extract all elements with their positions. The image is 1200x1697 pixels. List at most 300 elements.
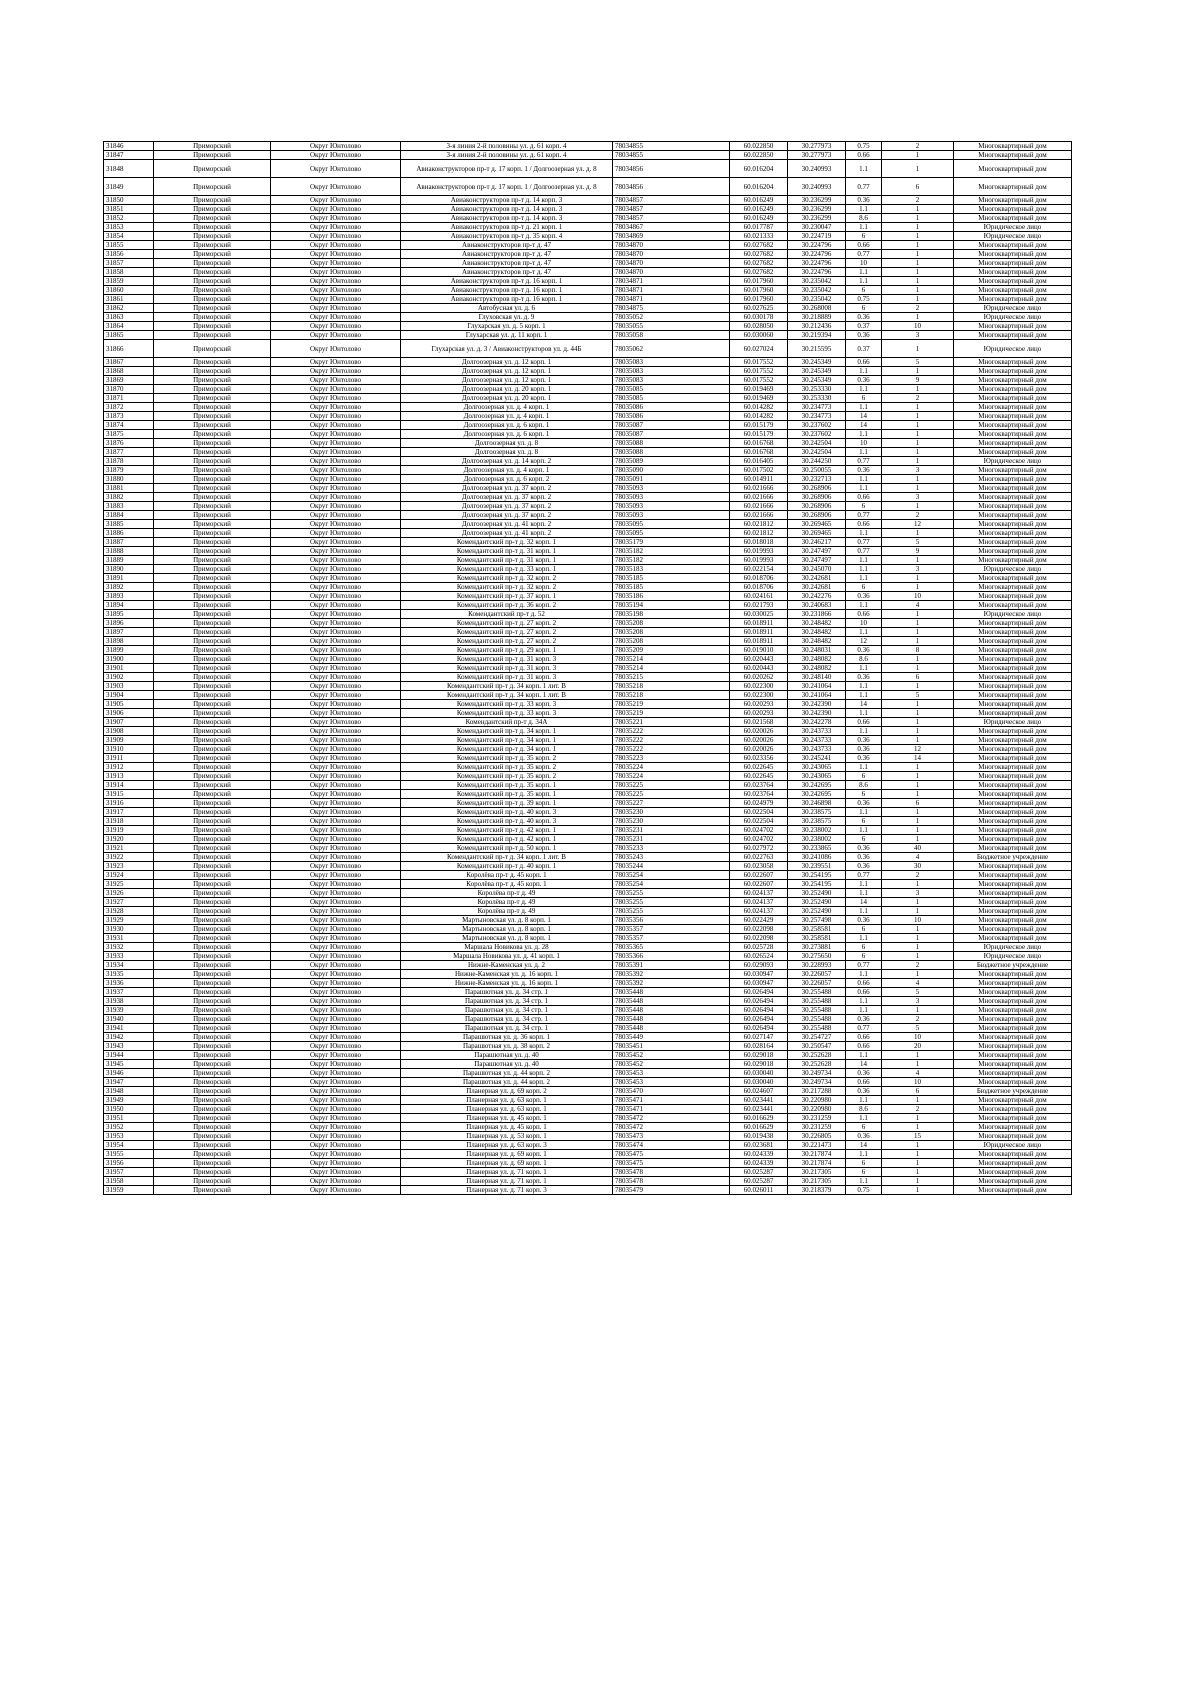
- cell-address-code: 78034871: [613, 286, 730, 295]
- cell-longitude: 30.248031: [788, 646, 846, 655]
- cell-row-number: 31902: [104, 673, 154, 682]
- cell-owner-type: Многоквартирный дом: [954, 394, 1072, 403]
- cell-owner-type: Многоквартирный дом: [954, 376, 1072, 385]
- cell-latitude: 60.022300: [730, 682, 788, 691]
- cell-container-volume: 14: [846, 1141, 882, 1150]
- table-row: [104, 1033, 1072, 1042]
- cell-owner-type: Многоквартирный дом: [954, 1186, 1072, 1195]
- cell-row-number: 31854: [104, 232, 154, 241]
- cell-container-count: 3: [882, 493, 954, 502]
- cell-owner-type: Многоквартирный дом: [954, 844, 1072, 853]
- table-row: [104, 556, 1072, 565]
- cell-district: Приморский: [154, 484, 271, 493]
- cell-row-number: 31938: [104, 997, 154, 1006]
- cell-address: Комендантский пр-т д. 34А: [401, 718, 613, 727]
- table-row: [104, 430, 1072, 439]
- cell-district: Приморский: [154, 196, 271, 205]
- cell-district: Приморский: [154, 556, 271, 565]
- cell-latitude: 60.026494: [730, 997, 788, 1006]
- cell-address-code: 78035185: [613, 574, 730, 583]
- table-row: [104, 277, 1072, 286]
- cell-latitude: 60.024702: [730, 826, 788, 835]
- cell-container-count: 2: [882, 394, 954, 403]
- cell-district: Приморский: [154, 511, 271, 520]
- cell-municipal-district: Округ Юнтолово: [271, 313, 401, 322]
- cell-container-volume: 1.1: [846, 727, 882, 736]
- cell-latitude: 60.022645: [730, 772, 788, 781]
- cell-latitude: 60.018706: [730, 574, 788, 583]
- cell-container-count: 4: [882, 979, 954, 988]
- cell-latitude: 60.024137: [730, 898, 788, 907]
- cell-address-code: 78034855: [613, 151, 730, 160]
- cell-container-volume: 0.77: [846, 538, 882, 547]
- cell-municipal-district: Округ Юнтолово: [271, 358, 401, 367]
- cell-district: Приморский: [154, 1105, 271, 1114]
- cell-container-volume: 0.36: [846, 1087, 882, 1096]
- cell-row-number: 31860: [104, 286, 154, 295]
- cell-address-code: 78035090: [613, 466, 730, 475]
- table-row: [104, 502, 1072, 511]
- table-row: [104, 1015, 1072, 1024]
- cell-address: Долгоозерная ул. д. 8: [401, 448, 613, 457]
- cell-municipal-district: Округ Юнтолово: [271, 862, 401, 871]
- cell-row-number: 31853: [104, 223, 154, 232]
- table-row: [104, 178, 1072, 196]
- cell-address: Нижне-Каменская ул. д. 2: [401, 961, 613, 970]
- table-row: [104, 1096, 1072, 1105]
- cell-container-volume: 0.36: [846, 376, 882, 385]
- cell-row-number: 31846: [104, 142, 154, 151]
- cell-address: Авиаконструкторов пр-т д. 14 корп. 3: [401, 205, 613, 214]
- cell-address: Долгоозерная ул. д. 20 корп. 1: [401, 394, 613, 403]
- cell-owner-type: Многоквартирный дом: [954, 268, 1072, 277]
- cell-owner-type: Многоквартирный дом: [954, 997, 1072, 1006]
- cell-longitude: 30.248082: [788, 664, 846, 673]
- cell-district: Приморский: [154, 367, 271, 376]
- cell-address-code: 78035365: [613, 943, 730, 952]
- cell-latitude: 60.023681: [730, 1141, 788, 1150]
- cell-container-count: 1: [882, 286, 954, 295]
- cell-owner-type: Многоквартирный дом: [954, 799, 1072, 808]
- cell-address-code: 78035474: [613, 1141, 730, 1150]
- cell-container-volume: 0.75: [846, 295, 882, 304]
- cell-container-count: 1: [882, 484, 954, 493]
- cell-row-number: 31861: [104, 295, 154, 304]
- cell-container-count: 20: [882, 1042, 954, 1051]
- cell-container-volume: 1.1: [846, 826, 882, 835]
- cell-district: Приморский: [154, 223, 271, 232]
- cell-address-code: 78035093: [613, 511, 730, 520]
- cell-district: Приморский: [154, 205, 271, 214]
- cell-container-count: 1: [882, 628, 954, 637]
- cell-owner-type: Многоквартирный дом: [954, 214, 1072, 223]
- cell-district: Приморский: [154, 736, 271, 745]
- cell-address-code: 78035215: [613, 673, 730, 682]
- cell-municipal-district: Округ Юнтолово: [271, 1132, 401, 1141]
- table-row: [104, 790, 1072, 799]
- cell-municipal-district: Округ Юнтолово: [271, 736, 401, 745]
- cell-latitude: 60.022098: [730, 934, 788, 943]
- table-row: [104, 250, 1072, 259]
- cell-owner-type: Юридическое лицо: [954, 232, 1072, 241]
- cell-container-volume: 8.6: [846, 214, 882, 223]
- cell-row-number: 31920: [104, 835, 154, 844]
- cell-district: Приморский: [154, 1150, 271, 1159]
- cell-owner-type: Многоквартирный дом: [954, 880, 1072, 889]
- cell-address-code: 78035218: [613, 691, 730, 700]
- cell-address-code: 78035244: [613, 862, 730, 871]
- cell-container-volume: 1.1: [846, 529, 882, 538]
- cell-district: Приморский: [154, 1051, 271, 1060]
- table-row: [104, 799, 1072, 808]
- cell-owner-type: Юридическое лицо: [954, 565, 1072, 574]
- cell-owner-type: Многоквартирный дом: [954, 583, 1072, 592]
- cell-row-number: 31942: [104, 1033, 154, 1042]
- table-row: [104, 970, 1072, 979]
- table-row: [104, 691, 1072, 700]
- cell-address: Нижне-Каменская ул. д. 16 корп. 1: [401, 979, 613, 988]
- cell-address-code: 78035055: [613, 322, 730, 331]
- cell-address-code: 78035083: [613, 367, 730, 376]
- table-row: [104, 1105, 1072, 1114]
- cell-container-count: 10: [882, 916, 954, 925]
- table-row: [104, 385, 1072, 394]
- cell-owner-type: Многоквартирный дом: [954, 286, 1072, 295]
- cell-longitude: 30.234773: [788, 403, 846, 412]
- cell-container-count: 1: [882, 718, 954, 727]
- table-row: [104, 1006, 1072, 1015]
- cell-container-volume: 1.1: [846, 997, 882, 1006]
- cell-address-code: 78035093: [613, 502, 730, 511]
- cell-municipal-district: Округ Юнтолово: [271, 466, 401, 475]
- cell-address: Королёва пр-т д. 49: [401, 889, 613, 898]
- cell-latitude: 60.023356: [730, 754, 788, 763]
- cell-row-number: 31954: [104, 1141, 154, 1150]
- cell-owner-type: Многоквартирный дом: [954, 511, 1072, 520]
- cell-municipal-district: Округ Юнтолово: [271, 988, 401, 997]
- cell-municipal-district: Округ Юнтолово: [271, 556, 401, 565]
- cell-address-code: 78035222: [613, 736, 730, 745]
- cell-container-count: 1: [882, 637, 954, 646]
- cell-container-volume: 1.1: [846, 1177, 882, 1186]
- cell-container-volume: 1.1: [846, 403, 882, 412]
- table-row: [104, 475, 1072, 484]
- cell-container-volume: 0.36: [846, 736, 882, 745]
- cell-container-count: 1: [882, 898, 954, 907]
- cell-row-number: 31929: [104, 916, 154, 925]
- cell-address: Комендантский пр-т д. 33 корп. 3: [401, 700, 613, 709]
- table-row: [104, 1069, 1072, 1078]
- table-row: [104, 484, 1072, 493]
- cell-container-count: 1: [882, 502, 954, 511]
- cell-longitude: 30.277973: [788, 142, 846, 151]
- cell-container-count: 1: [882, 268, 954, 277]
- cell-district: Приморский: [154, 241, 271, 250]
- cell-longitude: 30.248482: [788, 628, 846, 637]
- cell-district: Приморский: [154, 898, 271, 907]
- cell-owner-type: Многоквартирный дом: [954, 682, 1072, 691]
- cell-container-volume: 6: [846, 1123, 882, 1132]
- cell-longitude: 30.268906: [788, 511, 846, 520]
- table-row: [104, 1078, 1072, 1087]
- cell-district: Приморский: [154, 979, 271, 988]
- cell-container-count: 1: [882, 682, 954, 691]
- cell-container-count: 1: [882, 412, 954, 421]
- cell-address: Комендантский пр-т д. 27 корп. 2: [401, 628, 613, 637]
- cell-address: Глухарская ул. д. 3 / Авиаконструкторов ул. д. 44Б: [401, 340, 613, 358]
- cell-latitude: 60.016249: [730, 205, 788, 214]
- cell-row-number: 31869: [104, 376, 154, 385]
- cell-municipal-district: Округ Юнтолово: [271, 457, 401, 466]
- cell-container-count: 5: [882, 988, 954, 997]
- cell-row-number: 31932: [104, 943, 154, 952]
- cell-district: Приморский: [154, 1123, 271, 1132]
- cell-longitude: 30.235042: [788, 295, 846, 304]
- cell-owner-type: Многоквартирный дом: [954, 664, 1072, 673]
- cell-longitude: 30.255488: [788, 1024, 846, 1033]
- cell-latitude: 60.018911: [730, 628, 788, 637]
- cell-municipal-district: Округ Юнтолово: [271, 709, 401, 718]
- cell-municipal-district: Округ Юнтолово: [271, 1060, 401, 1069]
- cell-municipal-district: Округ Юнтолово: [271, 610, 401, 619]
- cell-longitude: 30.218379: [788, 1186, 846, 1195]
- cell-container-volume: 6: [846, 952, 882, 961]
- cell-owner-type: Многоквартирный дом: [954, 1042, 1072, 1051]
- cell-row-number: 31915: [104, 790, 154, 799]
- cell-address-code: 78035473: [613, 1132, 730, 1141]
- cell-address: Авиаконструкторов пр-т д. 21 корп. 1: [401, 223, 613, 232]
- cell-row-number: 31923: [104, 862, 154, 871]
- cell-district: Приморский: [154, 790, 271, 799]
- cell-row-number: 31907: [104, 718, 154, 727]
- cell-address: Комендантский пр-т д. 29 корп. 1: [401, 646, 613, 655]
- cell-municipal-district: Округ Юнтолово: [271, 907, 401, 916]
- cell-district: Приморский: [154, 529, 271, 538]
- cell-address-code: 78035087: [613, 421, 730, 430]
- cell-address-code: 78035254: [613, 871, 730, 880]
- cell-latitude: 60.027682: [730, 241, 788, 250]
- cell-latitude: 60.029093: [730, 961, 788, 970]
- cell-address-code: 78035208: [613, 619, 730, 628]
- cell-latitude: 60.018911: [730, 637, 788, 646]
- cell-longitude: 30.245241: [788, 754, 846, 763]
- cell-district: Приморский: [154, 943, 271, 952]
- cell-longitude: 30.255488: [788, 1015, 846, 1024]
- cell-owner-type: Многоквартирный дом: [954, 1006, 1072, 1015]
- cell-municipal-district: Округ Юнтолово: [271, 718, 401, 727]
- cell-longitude: 30.241086: [788, 853, 846, 862]
- cell-municipal-district: Округ Юнтолово: [271, 772, 401, 781]
- cell-address-code: 78035392: [613, 979, 730, 988]
- cell-district: Приморский: [154, 439, 271, 448]
- cell-container-volume: 14: [846, 421, 882, 430]
- cell-address-code: 78035088: [613, 439, 730, 448]
- cell-latitude: 60.030947: [730, 970, 788, 979]
- cell-address: Парашютная ул. д. 36 корп. 1: [401, 1033, 613, 1042]
- cell-address: Авиаконструкторов пр-т д. 14 корп. 3: [401, 214, 613, 223]
- cell-address: Долгоозерная ул. д. 12 корп. 1: [401, 376, 613, 385]
- cell-latitude: 60.030040: [730, 1069, 788, 1078]
- cell-municipal-district: Округ Юнтолово: [271, 529, 401, 538]
- cell-owner-type: Многоквартирный дом: [954, 700, 1072, 709]
- cell-owner-type: Многоквартирный дом: [954, 160, 1072, 178]
- cell-container-count: 1: [882, 430, 954, 439]
- cell-row-number: 31848: [104, 160, 154, 178]
- cell-address-code: 78034870: [613, 250, 730, 259]
- cell-row-number: 31870: [104, 385, 154, 394]
- table-row: [104, 421, 1072, 430]
- cell-row-number: 31931: [104, 934, 154, 943]
- cell-row-number: 31926: [104, 889, 154, 898]
- cell-owner-type: Юридическое лицо: [954, 223, 1072, 232]
- cell-container-count: 1: [882, 151, 954, 160]
- cell-district: Приморский: [154, 466, 271, 475]
- cell-owner-type: Юридическое лицо: [954, 943, 1072, 952]
- cell-longitude: 30.255488: [788, 988, 846, 997]
- cell-row-number: 31884: [104, 511, 154, 520]
- cell-address: Авиаконструкторов пр-т д. 47: [401, 250, 613, 259]
- cell-row-number: 31933: [104, 952, 154, 961]
- cell-latitude: 60.019469: [730, 385, 788, 394]
- cell-owner-type: Многоквартирный дом: [954, 1114, 1072, 1123]
- cell-address-code: 78035479: [613, 1186, 730, 1195]
- cell-latitude: 60.024339: [730, 1159, 788, 1168]
- cell-district: Приморский: [154, 718, 271, 727]
- cell-address: Авиаконструкторов пр-т д. 17 корп. 1 / Долгоозерная ул. д. 8: [401, 178, 613, 196]
- cell-container-volume: 1.1: [846, 763, 882, 772]
- cell-district: Приморский: [154, 799, 271, 808]
- cell-district: Приморский: [154, 151, 271, 160]
- table-row: [104, 547, 1072, 556]
- cell-longitude: 30.247497: [788, 547, 846, 556]
- cell-district: Приморский: [154, 592, 271, 601]
- cell-container-volume: 0.36: [846, 916, 882, 925]
- table-row: [104, 1159, 1072, 1168]
- table-row: [104, 466, 1072, 475]
- cell-longitude: 30.254195: [788, 880, 846, 889]
- cell-container-count: 2: [882, 304, 954, 313]
- cell-municipal-district: Округ Юнтолово: [271, 493, 401, 502]
- cell-address: Комендантский пр-т д. 31 корп. 1: [401, 547, 613, 556]
- cell-owner-type: Многоквартирный дом: [954, 1033, 1072, 1042]
- cell-address-code: 78035086: [613, 403, 730, 412]
- cell-container-volume: 1.1: [846, 691, 882, 700]
- cell-longitude: 30.250547: [788, 1042, 846, 1051]
- cell-municipal-district: Округ Юнтолово: [271, 295, 401, 304]
- cell-container-count: 1: [882, 223, 954, 232]
- cell-row-number: 31956: [104, 1159, 154, 1168]
- cell-row-number: 31877: [104, 448, 154, 457]
- cell-district: Приморский: [154, 286, 271, 295]
- cell-municipal-district: Округ Юнтолово: [271, 637, 401, 646]
- cell-container-volume: 1.1: [846, 889, 882, 898]
- table-row: [104, 1132, 1072, 1141]
- cell-row-number: 31881: [104, 484, 154, 493]
- cell-district: Приморский: [154, 457, 271, 466]
- cell-owner-type: Многоквартирный дом: [954, 898, 1072, 907]
- table-row: [104, 988, 1072, 997]
- cell-container-volume: 6: [846, 1168, 882, 1177]
- cell-row-number: 31892: [104, 583, 154, 592]
- cell-municipal-district: Округ Юнтолово: [271, 682, 401, 691]
- cell-container-count: 1: [882, 475, 954, 484]
- cell-district: Приморский: [154, 664, 271, 673]
- cell-municipal-district: Округ Юнтолово: [271, 628, 401, 637]
- cell-longitude: 30.238575: [788, 808, 846, 817]
- cell-district: Приморский: [154, 628, 271, 637]
- table-row: [104, 538, 1072, 547]
- cell-row-number: 31917: [104, 808, 154, 817]
- cell-address-code: 78034875: [613, 304, 730, 313]
- cell-row-number: 31852: [104, 214, 154, 223]
- table-row: [104, 772, 1072, 781]
- cell-container-count: 1: [882, 1186, 954, 1195]
- cell-address: Авиаконструкторов пр-т д. 35 корп. 4: [401, 232, 613, 241]
- cell-latitude: 60.016249: [730, 214, 788, 223]
- cell-container-count: 14: [882, 754, 954, 763]
- cell-latitude: 60.019010: [730, 646, 788, 655]
- cell-address-code: 78035182: [613, 547, 730, 556]
- cell-container-volume: 1.1: [846, 709, 882, 718]
- cell-row-number: 31886: [104, 529, 154, 538]
- cell-longitude: 30.254195: [788, 871, 846, 880]
- cell-longitude: 30.231259: [788, 1114, 846, 1123]
- cell-municipal-district: Округ Юнтолово: [271, 565, 401, 574]
- cell-owner-type: Юридическое лицо: [954, 313, 1072, 322]
- cell-container-volume: 0.36: [846, 331, 882, 340]
- cell-container-volume: 1.1: [846, 934, 882, 943]
- cell-address-code: 78035227: [613, 799, 730, 808]
- cell-longitude: 30.243733: [788, 745, 846, 754]
- cell-municipal-district: Округ Юнтолово: [271, 241, 401, 250]
- cell-owner-type: Юридическое лицо: [954, 340, 1072, 358]
- cell-address: Авиаконструкторов пр-т д. 16 корп. 1: [401, 286, 613, 295]
- cell-row-number: 31930: [104, 925, 154, 934]
- cell-municipal-district: Округ Юнтолово: [271, 790, 401, 799]
- cell-row-number: 31937: [104, 988, 154, 997]
- cell-municipal-district: Округ Юнтолово: [271, 376, 401, 385]
- cell-container-count: 1: [882, 925, 954, 934]
- cell-owner-type: Многоквартирный дом: [954, 781, 1072, 790]
- table-row: [104, 511, 1072, 520]
- cell-owner-type: Многоквартирный дом: [954, 421, 1072, 430]
- cell-longitude: 30.226057: [788, 970, 846, 979]
- cell-address: Планерная ул. д. 71 корп. 1: [401, 1168, 613, 1177]
- table-row: [104, 934, 1072, 943]
- cell-district: Приморский: [154, 259, 271, 268]
- cell-longitude: 30.253330: [788, 394, 846, 403]
- table-row: [104, 1168, 1072, 1177]
- cell-address: Комендантский пр-т д. 35 корп. 2: [401, 763, 613, 772]
- table-row: [104, 331, 1072, 340]
- cell-container-volume: 14: [846, 412, 882, 421]
- cell-container-volume: 1.1: [846, 970, 882, 979]
- cell-municipal-district: Округ Юнтолово: [271, 781, 401, 790]
- cell-municipal-district: Округ Юнтолово: [271, 754, 401, 763]
- cell-longitude: 30.242681: [788, 574, 846, 583]
- cell-container-count: 5: [882, 691, 954, 700]
- cell-municipal-district: Округ Юнтолово: [271, 1087, 401, 1096]
- cell-address-code: 78035085: [613, 394, 730, 403]
- cell-container-count: 1: [882, 214, 954, 223]
- cell-container-volume: 0.36: [846, 646, 882, 655]
- cell-container-count: 2: [882, 511, 954, 520]
- cell-container-count: 4: [882, 601, 954, 610]
- cell-owner-type: Многоквартирный дом: [954, 655, 1072, 664]
- cell-address: Авиаконструкторов пр-т д. 16 корп. 1: [401, 295, 613, 304]
- cell-container-count: 6: [882, 799, 954, 808]
- table-row: [104, 628, 1072, 637]
